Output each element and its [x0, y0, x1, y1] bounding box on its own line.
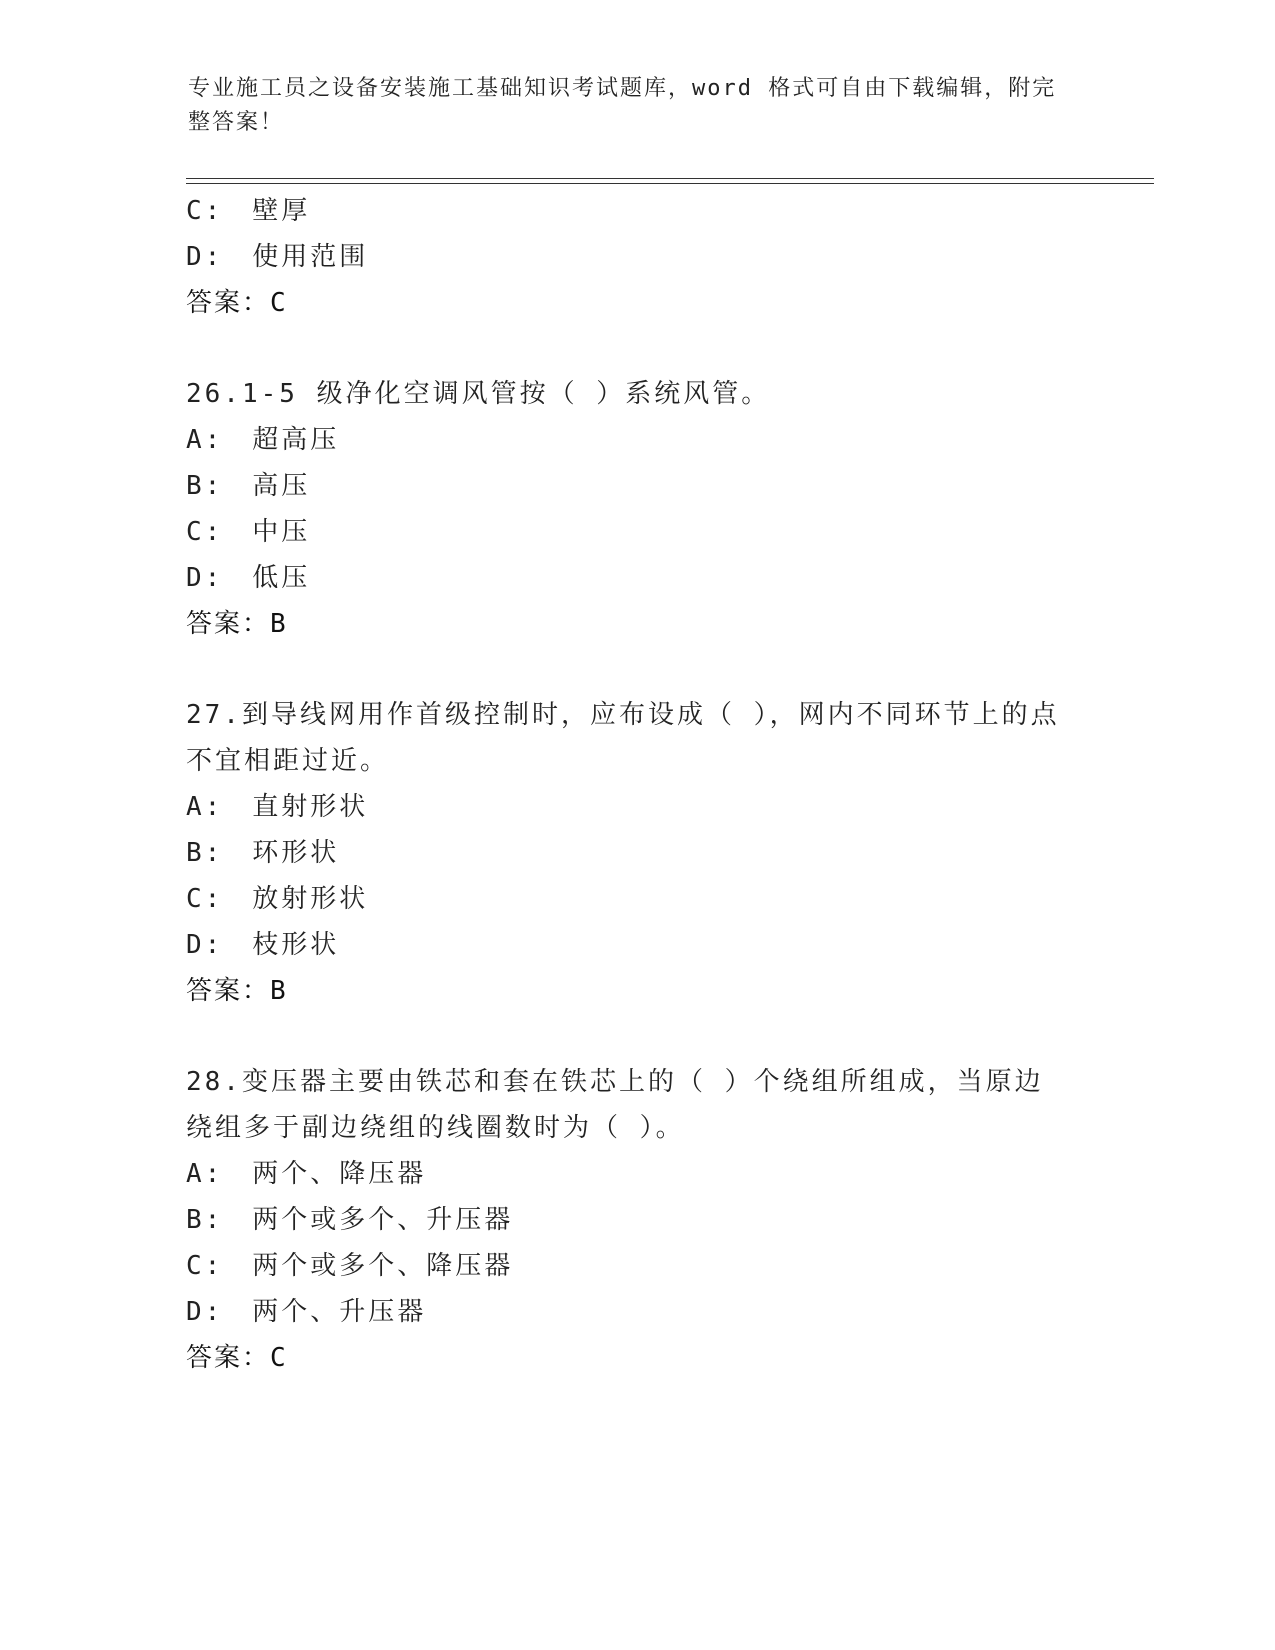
- question-25-tail: [186, 188, 1086, 326]
- option-c: C: 两个或多个、降压器: [186, 1251, 514, 1281]
- spacer: [186, 1014, 1086, 1059]
- option-c: C: 壁厚: [186, 196, 311, 226]
- question-26: [186, 371, 1086, 647]
- option-d: D: 使用范围: [186, 242, 369, 272]
- option-d: D: 两个、升压器: [186, 1297, 427, 1327]
- option-b: B: 环形状: [186, 838, 340, 868]
- question-text: 27.到导线网用作首级控制时，应布设成（ ），网内不同环节上的点不宜相距过近。: [186, 700, 1060, 776]
- option-a: A: 两个、降压器: [186, 1159, 427, 1189]
- header-rule-bottom: [186, 183, 1154, 184]
- page-header-text: 专业施工员之设备安装施工基础知识考试题库，word 格式可自由下载编辑，附完整答案！: [188, 76, 1057, 135]
- question-text: 28.变压器主要由铁芯和套在铁芯上的（ ）个绕组所组成，当原边绕组多于副边绕组的线圈数时为（ ）。: [186, 1067, 1044, 1143]
- answer: 答案：B: [186, 976, 288, 1006]
- question-28: [186, 1059, 1086, 1381]
- answer: 答案：C: [186, 1343, 288, 1373]
- option-d: D: 枝形状: [186, 930, 340, 960]
- option-b: B: 两个或多个、升压器: [186, 1205, 514, 1235]
- question-list: [186, 188, 1086, 1381]
- question-text: 26.1-5 级净化空调风管按（ ）系统风管。: [186, 379, 771, 409]
- spacer: [186, 326, 1086, 371]
- option-a: A: 直射形状: [186, 792, 369, 822]
- question-27: [186, 692, 1086, 1014]
- header-rule-top: [186, 178, 1154, 179]
- option-a: A: 超高压: [186, 425, 340, 455]
- option-c: C: 放射形状: [186, 884, 369, 914]
- answer: 答案：B: [186, 609, 288, 639]
- option-c: C: 中压: [186, 517, 311, 547]
- option-b: B: 高压: [186, 471, 311, 501]
- option-d: D: 低压: [186, 563, 311, 593]
- answer: 答案：C: [186, 288, 288, 318]
- spacer: [186, 647, 1086, 692]
